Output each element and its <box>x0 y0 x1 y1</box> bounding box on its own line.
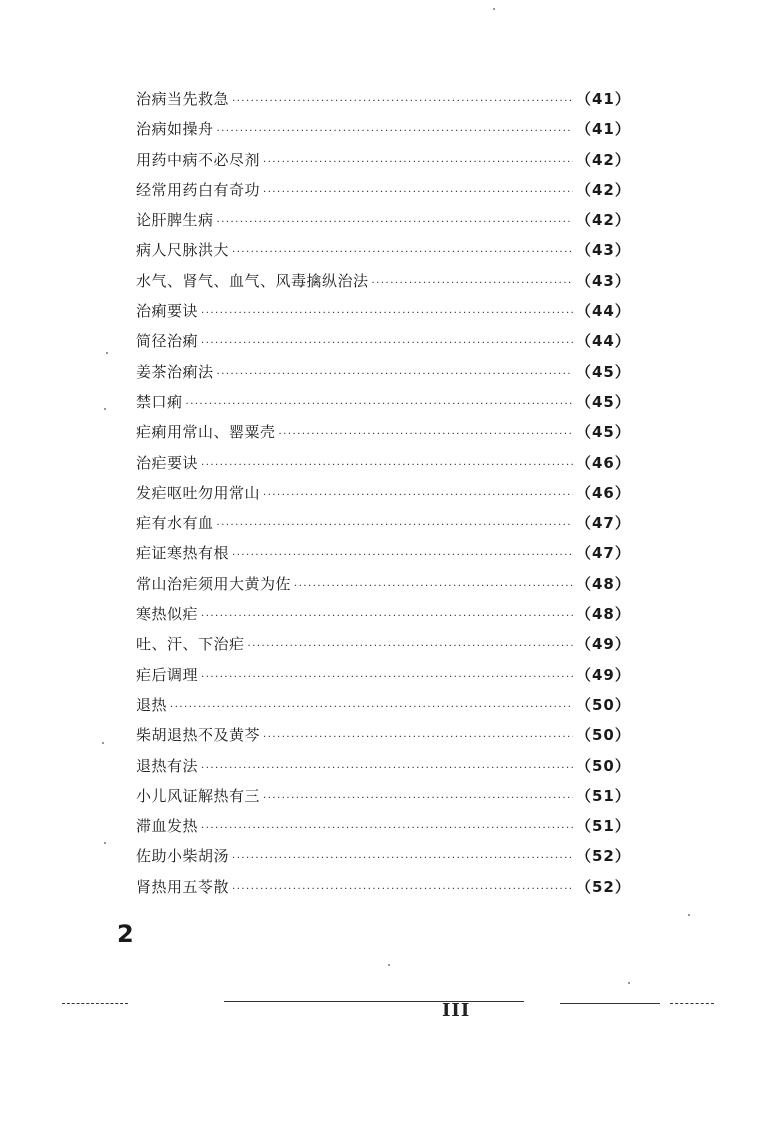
toc-entry <box>136 811 631 841</box>
toc-entry-page: （44） <box>576 302 631 321</box>
toc-entry <box>136 266 631 296</box>
dot-leader <box>217 117 573 147</box>
toc-entry <box>136 296 631 326</box>
toc-entry-page: （47） <box>576 544 631 563</box>
toc-entry-page: （43） <box>576 271 631 290</box>
toc-entry <box>136 387 631 417</box>
toc-entry <box>136 720 631 750</box>
dot-leader <box>263 148 573 178</box>
toc-entry <box>136 417 631 447</box>
toc-entry-title: 禁口痢 <box>136 392 183 411</box>
toc-entry-title: 疟后调理 <box>136 665 199 684</box>
dot-leader <box>372 269 573 299</box>
toc-entry-page: （42） <box>576 150 631 169</box>
dot-leader <box>248 632 573 662</box>
toc-entry-title: 佐助小柴胡汤 <box>136 847 230 866</box>
scan-speck <box>104 842 106 844</box>
dot-leader <box>294 572 573 602</box>
dot-leader <box>232 844 573 874</box>
scan-speck <box>388 964 390 966</box>
footer-rule <box>560 1003 660 1004</box>
footer-rule <box>224 1001 524 1002</box>
toc-entry-title: 姜茶治痢法 <box>136 362 214 381</box>
dot-leader <box>201 329 573 359</box>
toc-entry-title: 简径治痢 <box>136 332 199 351</box>
toc-entry-page: （41） <box>576 120 631 139</box>
toc-entry <box>136 538 631 568</box>
toc-entry-title: 肾热用五苓散 <box>136 877 230 896</box>
toc-entry-title: 小儿风证解热有三 <box>136 786 261 805</box>
dot-leader <box>263 784 573 814</box>
toc-entry-page: （52） <box>576 847 631 866</box>
toc-entry <box>136 448 631 478</box>
toc-entry-title: 发疟呕吐勿用常山 <box>136 483 261 502</box>
toc-entry-title: 治病当先救急 <box>136 90 230 108</box>
toc-entry-title: 吐、汗、下治疟 <box>136 635 245 654</box>
dot-leader <box>201 602 573 632</box>
toc-entry-page: （50） <box>576 756 631 775</box>
scan-speck <box>102 742 104 744</box>
toc-entry <box>136 781 631 811</box>
scan-speck <box>493 8 495 10</box>
toc-entry-title: 常山治疟须用大黄为佐 <box>136 574 292 593</box>
scan-speck <box>104 408 106 410</box>
toc-entry-title: 水气、肾气、血气、风毒擒纵治法 <box>136 271 369 290</box>
toc-entry-title: 疟痢用常山、罂粟壳 <box>136 423 276 442</box>
toc-entry-page: （46） <box>576 453 631 472</box>
footer-rule <box>670 1003 714 1004</box>
toc-entry-title: 疟有水有血 <box>136 514 214 533</box>
toc-entry-page: （45） <box>576 423 631 442</box>
toc-entry-page: （50） <box>576 695 631 714</box>
toc-entry-title: 退热 <box>136 695 168 714</box>
toc-entry-title: 滞血发热 <box>136 817 199 836</box>
toc-entry-page: （47） <box>576 514 631 533</box>
toc-entry-title: 退热有法 <box>136 756 199 775</box>
scan-speck <box>106 352 108 354</box>
dot-leader <box>232 541 573 571</box>
toc-entry-title: 治病如操舟 <box>136 120 214 139</box>
toc-entry-page: （45） <box>576 362 631 381</box>
toc-entry <box>136 690 631 720</box>
dot-leader <box>232 238 573 268</box>
toc-entry-page: （49） <box>576 665 631 684</box>
dot-leader <box>217 360 573 390</box>
toc-entry-page: （51） <box>576 817 631 836</box>
toc-entry-title: 病人尺脉洪大 <box>136 241 230 260</box>
dot-leader <box>217 511 573 541</box>
toc-entry <box>136 751 631 781</box>
toc-entry <box>136 569 631 599</box>
dot-leader <box>201 451 573 481</box>
toc-entry-page: （41） <box>576 90 631 108</box>
dot-leader <box>201 754 573 784</box>
toc-entry-page: （44） <box>576 332 631 351</box>
page-number: 2 <box>117 920 134 948</box>
toc-entry <box>136 478 631 508</box>
dot-leader <box>201 814 573 844</box>
roman-page-number: III <box>442 1000 471 1021</box>
dot-leader <box>232 875 573 905</box>
dot-leader <box>217 208 573 238</box>
toc-entry-page: （50） <box>576 726 631 745</box>
toc-entry-title: 论肝脾生病 <box>136 211 214 230</box>
dot-leader <box>201 663 573 693</box>
toc-entry-title: 疟证寒热有根 <box>136 544 230 563</box>
dot-leader <box>279 420 573 450</box>
toc-entry <box>136 326 631 356</box>
toc-entry-title: 经常用药白有奇功 <box>136 180 261 199</box>
toc-entry-title: 治痢要诀 <box>136 302 199 321</box>
toc-entry-page: （42） <box>576 211 631 230</box>
toc-entry <box>136 357 631 387</box>
table-of-contents <box>136 84 631 902</box>
toc-entry-page: （48） <box>576 574 631 593</box>
toc-entry-title: 用药中病不必尽剂 <box>136 150 261 169</box>
toc-entry-page: （51） <box>576 786 631 805</box>
toc-entry <box>136 508 631 538</box>
toc-entry <box>136 629 631 659</box>
toc-entry <box>136 145 631 175</box>
toc-entry <box>136 599 631 629</box>
toc-entry-page: （48） <box>576 605 631 624</box>
toc-entry-page: （43） <box>576 241 631 260</box>
toc-entry-page: （49） <box>576 635 631 654</box>
scan-speck <box>628 982 630 984</box>
toc-entry <box>136 84 631 114</box>
scan-speck <box>688 914 690 916</box>
toc-entry-title: 治疟要诀 <box>136 453 199 472</box>
toc-entry <box>136 872 631 902</box>
footer-rule <box>62 1003 128 1004</box>
dot-leader <box>186 390 573 420</box>
toc-entry <box>136 114 631 144</box>
toc-entry-page: （46） <box>576 483 631 502</box>
dot-leader <box>232 87 573 117</box>
dot-leader <box>263 178 573 208</box>
toc-entry <box>136 175 631 205</box>
dot-leader <box>263 481 573 511</box>
toc-entry <box>136 841 631 871</box>
dot-leader <box>263 723 573 753</box>
toc-entry-page: （52） <box>576 877 631 896</box>
toc-entry-page: （42） <box>576 180 631 199</box>
toc-entry <box>136 660 631 690</box>
toc-entry-title: 寒热似疟 <box>136 605 199 624</box>
toc-entry <box>136 235 631 265</box>
toc-entry-page: （45） <box>576 392 631 411</box>
toc-entry <box>136 205 631 235</box>
dot-leader <box>170 693 573 723</box>
dot-leader <box>201 299 573 329</box>
toc-entry-title: 柴胡退热不及黄芩 <box>136 726 261 745</box>
